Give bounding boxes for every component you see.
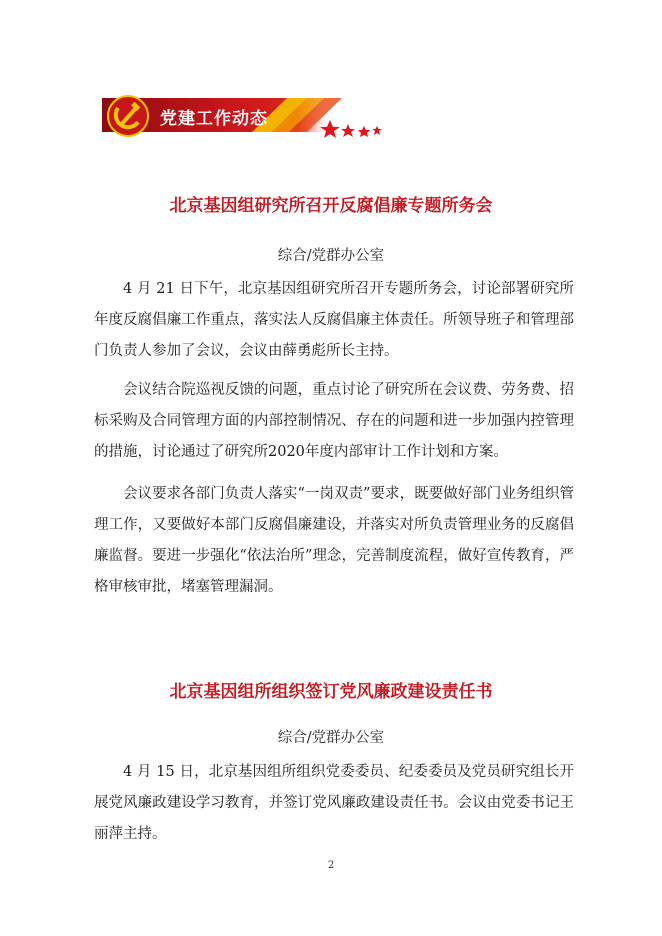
article-byline: 综合/党群办公室 [277,248,385,264]
party-emblem-icon [108,96,148,136]
stars-decoration [320,120,382,138]
article-paragraph: 会议结合院巡视反馈的问题，重点讨论了研究所在会议费、劳务费、招标采购及合同管理方面的内部控制情况、存在的问题和进一步加强内控管理的措施，讨论通过了研究所2020年度内部审计工作计划和方案。 [94,382,574,460]
article-paragraph: 会议要求各部门负责人落实“一岗双责”要求，既要做好部门业务组织管理工作，又要做好本部门反腐倡廉建设，并落实对所负责管理业务的反腐倡廉监督。要进一步强化“依法治所”理念，完善制度流程，做好宣传教育，严格审核审批，堵塞管理漏洞。 [94,486,574,595]
article-byline: 综合/党群办公室 [277,730,385,746]
article-paragraph: 4 月 21 日下午，北京基因组研究所召开专题所务会，讨论部署研究所年度反腐倡廉工作重点，落实法人反腐倡廉主体责任。所领导班子和管理部门负责人参加了会议，会议由薛勇彪所长主持。 [94,281,574,359]
article-paragraph: 4 月 15 日，北京基因组所组织党委委员、纪委委员及党员研究组长开展党风廉政建设学习教育，并签订党风廉政建设责任书。会议由党委书记王丽萍主持。 [94,764,574,842]
section-heading: 党建工作动态 [160,109,268,129]
page-number: 2 [327,860,335,871]
article-title: 北京基因组所组织签订党风廉政建设责任书 [169,682,493,702]
article-title: 北京基因组研究所召开反腐倡廉专题所务会 [169,196,493,216]
